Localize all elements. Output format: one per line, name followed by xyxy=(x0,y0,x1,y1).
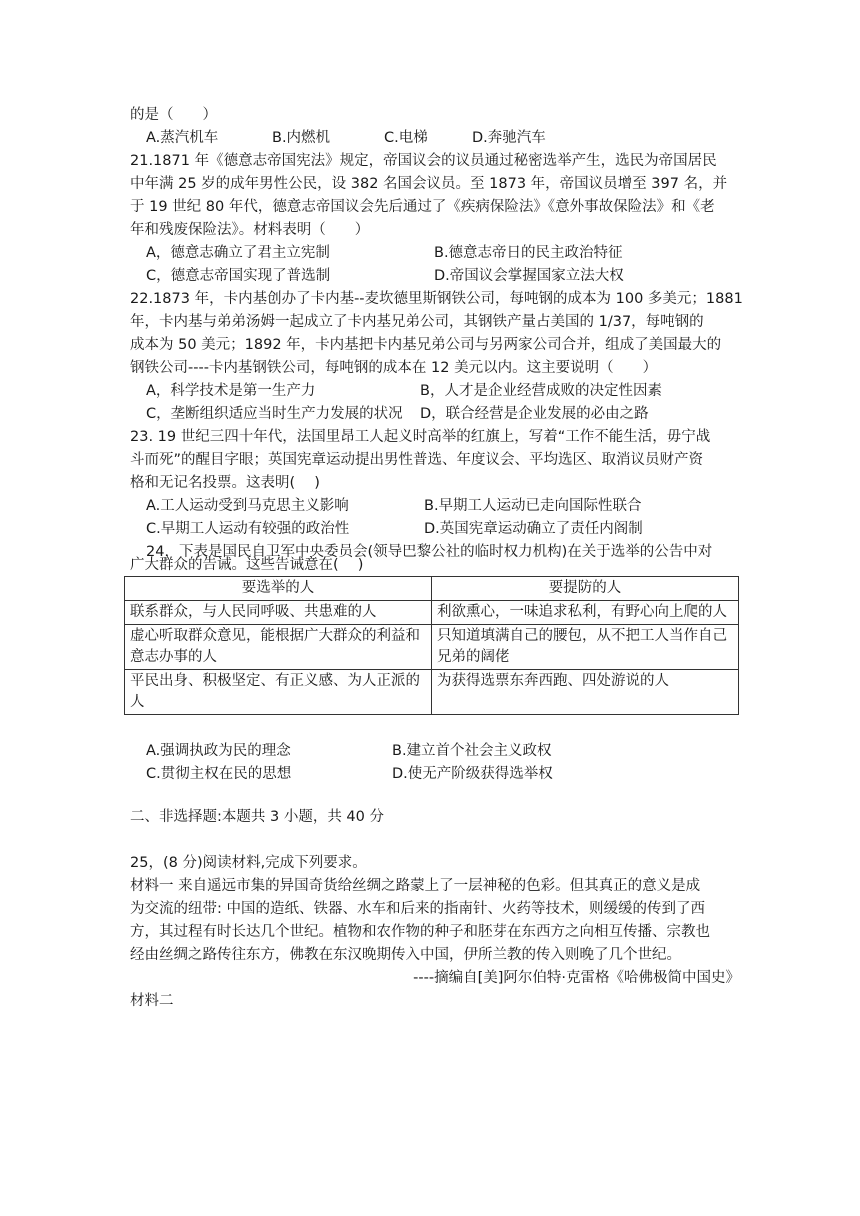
table-cell: 平民出身、积极坚定、有正义感、为人正派的人 xyxy=(125,670,432,715)
q20-option-d: D.奔驰汽车 xyxy=(472,130,546,146)
q24-option-b: B.建立首个社会主义政权 xyxy=(392,743,552,759)
table-row xyxy=(125,670,739,715)
q25-source: ----摘编自[美]阿尔伯特·克雷格《哈佛极简中国史》 xyxy=(413,970,740,986)
table-header-elect: 要选举的人 xyxy=(125,577,432,601)
q25-material-line: 方，其过程有时长达几个世纪。植物和农作物的种子和胚芽在东西方之向相互传播、宗教也 xyxy=(130,924,710,940)
q24-option-c: C.贯彻主权在民的思想 xyxy=(146,766,292,782)
q21-line: 年和残废保险法》。材料表明（ ） xyxy=(130,222,370,238)
q24-option-d: D.使无产阶级获得选举权 xyxy=(392,766,553,782)
q25-material-line: 经由丝绸之路传往东方，佛教在东汉晚期传入中国，伊所兰教的传入则晚了几个世纪。 xyxy=(130,947,681,963)
section-heading: 二、非选择题:本题共 3 小题，共 40 分 xyxy=(130,809,384,825)
q22-option-d: D，联合经营是企业发展的必由之路 xyxy=(420,406,649,422)
q21-option-b: B.德意志帝日的民主政治特征 xyxy=(434,245,623,261)
q21-option-a: A，德意志确立了君主立宪制 xyxy=(146,245,330,261)
q22-line: 成本为 50 美元；1892 年，卡内基把卡内基兄弟公司与另两家公司合并，组成了美国最大的 xyxy=(130,337,722,353)
table-row xyxy=(125,625,739,670)
q24-option-a: A.强调执政为民的理念 xyxy=(146,743,291,759)
table-row xyxy=(125,601,739,625)
q21-option-d: D.帝国议会掌握国家立法大权 xyxy=(434,268,624,284)
table-header-row xyxy=(125,577,739,601)
q21-line: 中年满 25 岁的成年男性公民，设 382 名国会议员。至 1873 年，帝国议员增至 397 名，并 xyxy=(130,176,728,192)
table-cell: 为获得选票东奔西跑、四处游说的人 xyxy=(432,670,739,715)
q24-table xyxy=(124,576,739,715)
q22-option-b: B，人才是企业经营成败的决定性因素 xyxy=(420,383,662,399)
q20-option-b: B.内燃机 xyxy=(272,130,331,146)
q20-tail: 的是（ ） xyxy=(130,107,217,123)
q25-material-line: 材料一 来自遥远市集的异国奇货给丝绸之路蒙上了一层神秘的色彩。但其真正的意义是成 xyxy=(130,878,701,894)
table-cell: 联系群众，与人民同呼吸、共患难的人 xyxy=(125,601,432,625)
q23-option-a: A.工人运动受到马克思主义影响 xyxy=(146,498,349,514)
q21-line: 21.1871 年《德意志帝国宪法》规定，帝国议会的议员通过秘密选举产生，选民为帝国居民 xyxy=(130,153,717,169)
table-header-beware: 要提防的人 xyxy=(432,577,739,601)
q23-line: 格和无记名投票。这表明( ) xyxy=(130,475,320,491)
q21-line: 于 19 世纪 80 年代，德意志帝国议会先后通过了《疾病保险法》《意外事故保险法》和《老 xyxy=(130,199,715,215)
q20-option-c: C.电梯 xyxy=(384,130,428,146)
q20-option-a: A.蒸汽机车 xyxy=(146,130,219,146)
q22-option-c: C，垄断组织适应当时生产力发展的状况 xyxy=(146,406,403,422)
q25-material2-label: 材料二 xyxy=(130,993,174,1009)
q23-option-d: D.英国宪章运动确立了责任内阁制 xyxy=(424,521,643,537)
table-cell: 只知道填满自己的腰包，从不把工人当作自己兄弟的阔佬 xyxy=(432,625,739,670)
q22-line: 22.1873 年，卡内基创办了卡内基--麦坎德里斯钢铁公司，每吨钢的成本为 100 多美元；1881 xyxy=(130,291,743,307)
q22-line: 钢铁公司----卡内基钢铁公司，每吨钢的成本在 12 美元以内。这主要说明（ ） xyxy=(130,360,658,376)
q22-line: 年，卡内基与弟弟汤姆一起成立了卡内基兄弟公司，其钢铁产量占美国的 1/37，每吨钢的 xyxy=(130,314,704,330)
table-cell: 利欲熏心，一味追求私利，有野心向上爬的人 xyxy=(432,601,739,625)
q23-line: 斗而死”的醒目字眼；英国宪章运动提出男性普选、年度议会、平均选区、取消议员财产资 xyxy=(130,452,704,468)
q21-option-c: C，德意志帝国实现了普选制 xyxy=(146,268,331,284)
q23-option-c: C.早期工人运动有较强的政治性 xyxy=(146,521,350,537)
q23-line: 23. 19 世纪三四十年代，法国里昂工人起义时高举的红旗上，写着“工作不能生活，毋宁战 xyxy=(130,429,711,445)
q25-heading: 25，(8 分)阅读材料,完成下列要求。 xyxy=(130,855,367,871)
q23-option-b: B.早期工人运动已走向国际性联合 xyxy=(424,498,642,514)
table-cell: 虚心听取群众意见，能根据广大群众的利益和意志办事的人 xyxy=(125,625,432,670)
q24-line: 广大群众的告诫。这些告诫意在( ) xyxy=(130,557,364,573)
q24-line: 24，下表是国民自卫军中央委员会(领导巴黎公社的临时权力机构)在关于选举的公告中对 xyxy=(146,544,713,560)
q25-material-line: 为交流的纽带: 中国的造纸、铁器、水车和后来的指南针、火药等技术，则缓缓的传到了西 xyxy=(130,901,705,917)
q22-option-a: A，科学技术是第一生产力 xyxy=(146,383,316,399)
